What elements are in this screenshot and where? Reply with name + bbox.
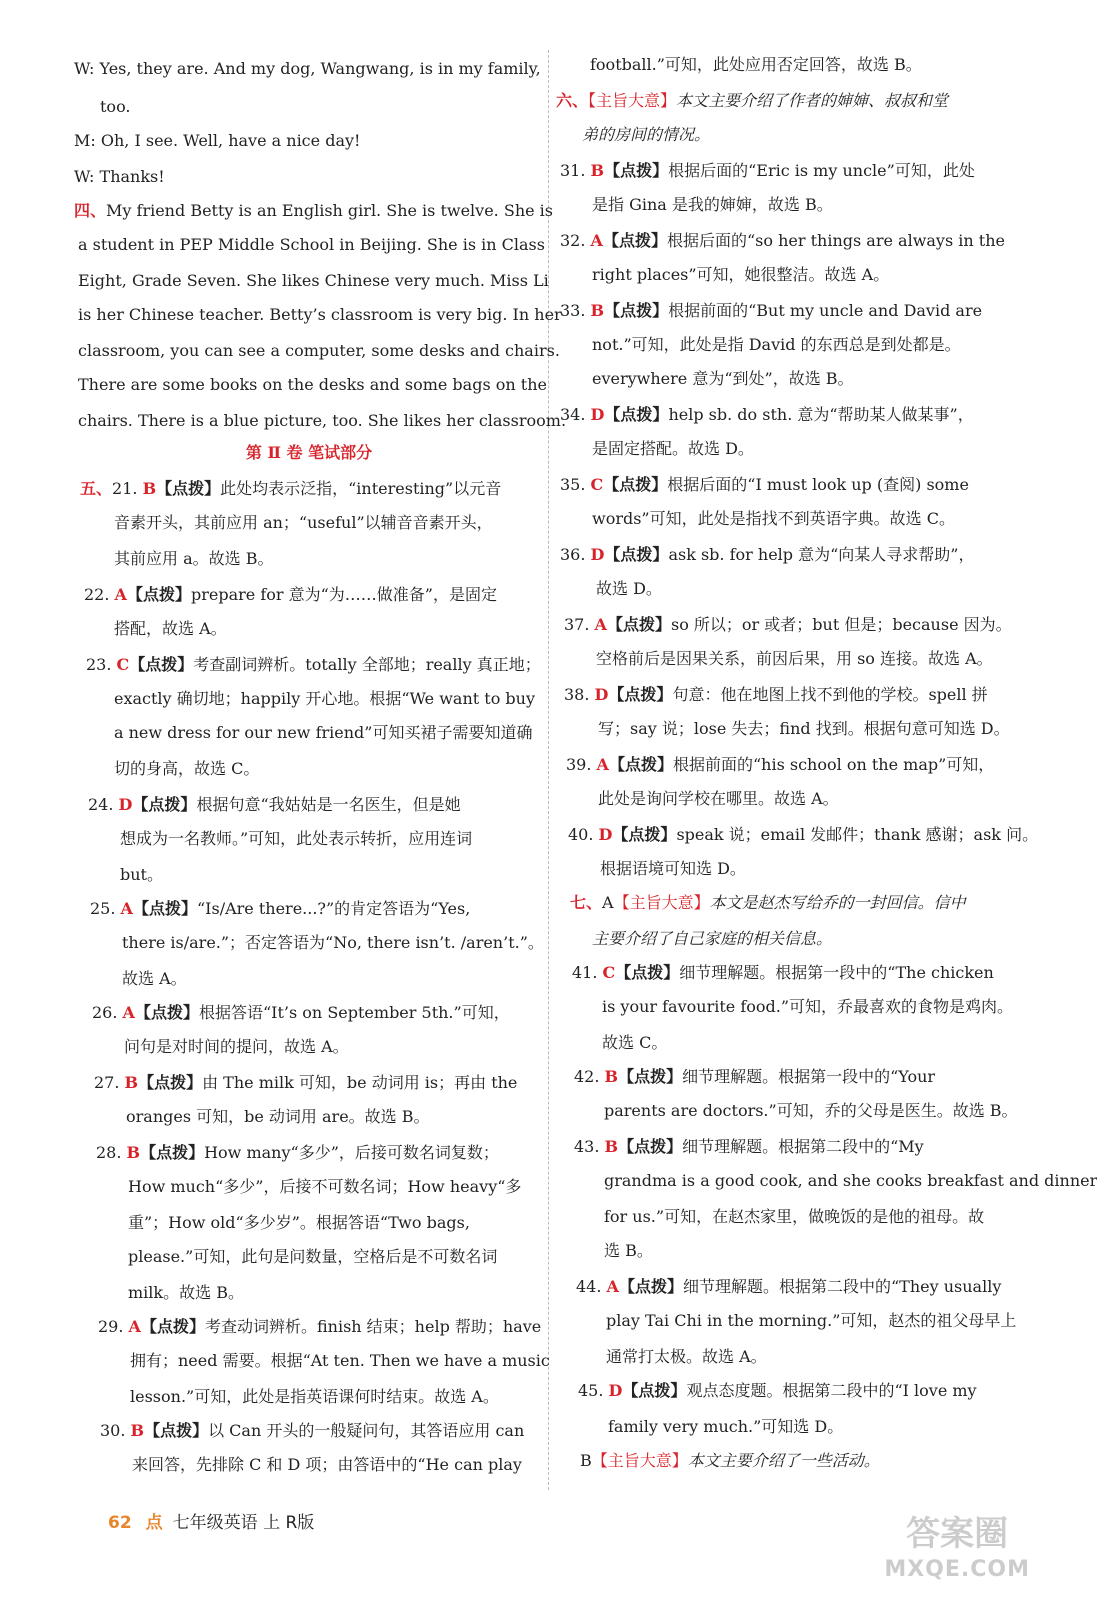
main-idea-text: 本文是赵杰写给乔的一封回信。信中 — [709, 893, 966, 912]
question-number: 31. — [560, 161, 586, 180]
column-divider — [548, 50, 550, 1490]
question-40 — [568, 824, 1038, 846]
answer-letter: A — [128, 1317, 141, 1336]
hint-tag: 【点拨】 — [604, 161, 669, 180]
hint-tag: 【点拨】 — [134, 1003, 199, 1022]
answer-letter: A — [120, 899, 133, 918]
watermark-sub: MXQE.COM — [884, 1557, 1030, 1582]
explanation-line: 来回答，先排除 C 和 D 项；由答语中的“He can play — [132, 1455, 522, 1474]
question-number: 43. — [574, 1137, 600, 1156]
question-number: 34. — [560, 405, 586, 424]
explanation-text: prepare for 意为“为……做准备”，是固定 — [190, 585, 497, 604]
question-44 — [576, 1276, 1001, 1298]
continuation-line: football.”可知，此处应用否定回答，故选 B。 — [590, 55, 922, 74]
answer-letter: A — [606, 1277, 619, 1296]
explanation-text: 由 The milk 可知，be 动词用 is；再由 the — [202, 1073, 518, 1092]
explanation-line: milk。故选 B。 — [128, 1283, 244, 1302]
question-37 — [564, 614, 1012, 636]
question-35 — [560, 474, 969, 496]
explanation-line: 写；say 说；lose 失去；find 找到。根据句意可知选 D。 — [598, 719, 1010, 738]
question-43 — [574, 1136, 924, 1158]
explanation-text: ask sb. for help 意为“向某人寻求帮助”， — [668, 545, 975, 564]
passage-line: chairs. There is a blue picture, too. She likes her classroom. — [78, 411, 567, 430]
main-idea-text: 本文主要介绍了一些活动。 — [687, 1451, 880, 1470]
question-23 — [86, 654, 541, 676]
question-31 — [560, 160, 975, 182]
question-number: 30. — [100, 1421, 126, 1440]
explanation-line: please.”可知，此句是问数量，空格后是不可数名词 — [128, 1247, 498, 1266]
question-number: 41. — [572, 963, 598, 982]
question-number: 40. — [568, 825, 594, 844]
question-26 — [92, 1002, 510, 1024]
explanation-text: help sb. do sth. 意为“帮助某人做某事”， — [668, 405, 974, 424]
watermark-main: 答案圈 — [906, 1514, 1009, 1554]
hint-tag: 【点拨】 — [618, 1277, 683, 1296]
question-39 — [566, 754, 994, 776]
dialog-line: W: Yes, they are. And my dog, Wangwang, is in my family, — [74, 59, 541, 78]
question-number: 39. — [566, 755, 592, 774]
question-number: 33. — [560, 301, 586, 320]
question-number: 32. — [560, 231, 586, 250]
question-number: 21. — [112, 479, 138, 498]
explanation-line: 搭配，故选 A。 — [114, 619, 227, 638]
section-6 — [556, 90, 948, 112]
question-41 — [572, 962, 994, 984]
explanation-line: 通常打太极。故选 A。 — [606, 1347, 767, 1366]
section-label: 七、 — [570, 893, 603, 912]
brand-logo: 点 — [145, 1513, 163, 1533]
answer-letter: D — [590, 545, 605, 564]
explanation-text: speak 说；email 发邮件；thank 感谢；ask 问。 — [676, 825, 1039, 844]
explanation-text: 细节理解题。根据第二段中的“My — [682, 1137, 924, 1156]
hint-tag: 【点拨】 — [132, 899, 197, 918]
answer-letter: A — [596, 755, 609, 774]
explanation-line: oranges 可知，be 动词用 are。故选 B。 — [126, 1107, 430, 1126]
explanation-text: 根据答语“It’s on September 5th.”可知， — [198, 1003, 510, 1022]
hint-tag: 【点拨】 — [604, 301, 669, 320]
question-number: 23. — [86, 655, 112, 674]
question-number: 36. — [560, 545, 586, 564]
dialog-line: too. — [100, 97, 131, 116]
explanation-text: 根据后面的“so her things are always in the — [666, 231, 1005, 250]
main-idea-line: 弟的房间的情况。 — [582, 125, 711, 144]
question-number: 29. — [98, 1317, 124, 1336]
answer-letter: D — [118, 795, 133, 814]
main-idea-tag: 【主旨大意】 — [613, 893, 710, 912]
question-33 — [560, 300, 982, 322]
answer-letter: A — [122, 1003, 135, 1022]
hint-tag: 【点拨】 — [612, 825, 677, 844]
answer-letter: A — [590, 231, 603, 250]
part-title: 第 Ⅱ 卷 笔试部分 — [245, 443, 373, 462]
explanation-text: 细节理解题。根据第一段中的“The chicken — [679, 963, 994, 982]
answer-letter: B — [590, 301, 605, 320]
explanation-line: 拥有；need 需要。根据“At ten. Then we have a music — [130, 1351, 550, 1370]
question-28 — [96, 1142, 499, 1164]
explanation-line: 此处是询问学校在哪里。故选 A。 — [598, 789, 839, 808]
explanation-text: 观点态度题。根据第二段中的“I love my — [686, 1381, 977, 1400]
explanation-line: grandma is a good cook, and she cooks breakfast and dinner — [604, 1171, 1097, 1190]
hint-tag: 【点拨】 — [129, 655, 194, 674]
explanation-line: 根据语境可知选 D。 — [600, 859, 746, 878]
question-45 — [578, 1380, 977, 1402]
explanation-line: everywhere 意为“到处”，故选 B。 — [592, 369, 854, 388]
answer-letter: B — [590, 161, 605, 180]
explanation-line: words”可知，此处是指找不到英语字典。故选 C。 — [592, 509, 955, 528]
question-42 — [574, 1066, 935, 1088]
question-number: 25. — [90, 899, 116, 918]
main-idea-line: 主要介绍了自己家庭的相关信息。 — [592, 929, 833, 948]
explanation-line: How much“多少”，后接不可数名词；How heavy“多 — [128, 1177, 522, 1196]
section-4 — [74, 200, 553, 222]
explanation-text: 以 Can 开头的一般疑问句，其答语应用 can — [208, 1421, 525, 1440]
explanation-text: 根据后面的“Eric is my uncle”可知，此处 — [668, 161, 975, 180]
explanation-line: 空格前后是因果关系，前因后果，用 so 连接。故选 A。 — [596, 649, 993, 668]
dialog-line: W: Thanks! — [74, 167, 165, 186]
explanation-text: How many“多少”，后接可数名词复数； — [204, 1143, 499, 1162]
hint-tag: 【点拨】 — [140, 1143, 205, 1162]
hint-tag: 【点拨】 — [138, 1073, 203, 1092]
explanation-line: a new dress for our new friend”可知买裙子需要知道确 — [114, 723, 533, 742]
passage-line: There are some books on the desks and some bags on the — [78, 375, 547, 394]
question-number: 24. — [88, 795, 114, 814]
answer-letter: C — [116, 655, 130, 674]
question-27 — [94, 1072, 517, 1094]
explanation-line: 想成为一名教师。”可知，此处表示转折，应用连词 — [120, 829, 473, 848]
explanation-line: 故选 A。 — [122, 969, 187, 988]
explanation-line: 是固定搭配。故选 D。 — [592, 439, 754, 458]
explanation-text: 根据前面的“his school on the map”可知， — [672, 755, 995, 774]
section-7 — [570, 892, 966, 914]
question-38 — [564, 684, 988, 706]
explanation-text: 句意：他在地图上找不到他的学校。spell 拼 — [672, 685, 988, 704]
watermark — [884, 1516, 1030, 1588]
question-number: 35. — [560, 475, 586, 494]
passage-line: My friend Betty is an English girl. She is twelve. She is — [106, 201, 553, 220]
main-idea-tag: 【主旨大意】 — [588, 91, 677, 110]
hint-tag: 【点拨】 — [608, 755, 673, 774]
page-footer — [108, 1508, 314, 1533]
question-number: 38. — [564, 685, 590, 704]
explanation-line: family very much.”可知选 D。 — [608, 1417, 844, 1436]
hint-tag: 【点拨】 — [156, 479, 221, 498]
answer-letter: B — [126, 1143, 141, 1162]
hint-tag: 【点拨】 — [604, 405, 669, 424]
explanation-line: for us.”可知，在赵杰家里，做晚饭的是他的祖母。故 — [604, 1207, 985, 1226]
answer-letter: C — [602, 963, 616, 982]
question-number: 28. — [96, 1143, 122, 1162]
section-label: 四、 — [74, 201, 107, 220]
hint-tag: 【点拨】 — [618, 1137, 683, 1156]
explanation-line: 故选 C。 — [602, 1033, 668, 1052]
question-21 — [80, 478, 501, 500]
explanation-text: 细节理解题。根据第二段中的“They usually — [682, 1277, 1002, 1296]
question-32 — [560, 230, 1005, 252]
dialog-line: M: Oh, I see. Well, have a nice day! — [74, 131, 361, 150]
answer-letter: D — [590, 405, 605, 424]
hint-tag: 【点拨】 — [608, 685, 673, 704]
question-30 — [100, 1420, 524, 1442]
question-24 — [88, 794, 461, 816]
question-29 — [98, 1316, 541, 1338]
explanation-line: 其前应用 a。故选 B。 — [114, 549, 274, 568]
explanation-line: not.”可知，此处是指 David 的东西总是到处都是。 — [592, 335, 961, 354]
explanation-line: exactly 确切地；happily 开心地。根据“We want to buy — [114, 689, 536, 708]
book-title: 七年级英语 上 R版 — [172, 1513, 315, 1533]
hint-tag: 【点拨】 — [126, 585, 191, 604]
question-25 — [90, 898, 470, 920]
question-number: 42. — [574, 1067, 600, 1086]
passage-line: Eight, Grade Seven. She likes Chinese very much. Miss Li — [78, 271, 549, 290]
page-number: 62 — [108, 1513, 132, 1533]
explanation-line: parents are doctors.”可知，乔的父母是医生。故选 B。 — [604, 1101, 1018, 1120]
passage-line: classroom, you can see a computer, some desks and chairs. — [78, 341, 560, 360]
explanation-line: right places”可知，她很整洁。故选 A。 — [592, 265, 890, 284]
explanation-text: 根据前面的“But my uncle and David are — [668, 301, 983, 320]
explanation-line: 故选 D。 — [596, 579, 662, 598]
main-idea-text: 本文主要介绍了作者的婶婶、叔叔和堂 — [676, 91, 949, 110]
explanation-line: is your favourite food.”可知，乔最喜欢的食物是鸡肉。 — [602, 997, 1014, 1016]
question-number: 26. — [92, 1003, 118, 1022]
section-b — [580, 1450, 880, 1472]
explanation-line: 音素开头，其前应用 an；“useful”以辅音音素开头， — [114, 513, 493, 532]
hint-tag: 【点拨】 — [132, 795, 197, 814]
passage-label: B — [580, 1451, 592, 1470]
hint-tag: 【点拨】 — [144, 1421, 209, 1440]
answer-letter: B — [130, 1421, 145, 1440]
explanation-text: 根据句意“我姑姑是一名医生，但是她 — [196, 795, 461, 814]
explanation-text: “Is/Are there...?”的肯定答语为“Yes, — [196, 899, 471, 918]
hint-tag: 【点拨】 — [603, 475, 668, 494]
hint-tag: 【点拨】 — [606, 615, 671, 634]
answer-letter: B — [604, 1137, 619, 1156]
passage-line: is her Chinese teacher. Betty’s classroom is very big. In her — [78, 305, 562, 324]
explanation-text: 考查动词辨析。finish 结束；help 帮助；have — [204, 1317, 542, 1336]
hint-tag: 【点拨】 — [622, 1381, 687, 1400]
passage-label: A — [602, 893, 614, 912]
explanation-line: 选 B。 — [604, 1241, 653, 1260]
answer-letter: C — [590, 475, 604, 494]
hint-tag: 【点拨】 — [140, 1317, 205, 1336]
main-idea-tag: 【主旨大意】 — [591, 1451, 688, 1470]
explanation-line: 是指 Gina 是我的婶婶，故选 B。 — [592, 195, 833, 214]
section-label: 六、 — [556, 91, 589, 110]
question-number: 22. — [84, 585, 110, 604]
explanation-line: play Tai Chi in the morning.”可知，赵杰的祖父母早上 — [606, 1311, 1017, 1330]
question-34 — [560, 404, 974, 426]
hint-tag: 【点拨】 — [604, 545, 669, 564]
answer-letter: B — [124, 1073, 139, 1092]
explanation-line: 问句是对时间的提问，故选 A。 — [124, 1037, 349, 1056]
explanation-line: 重”；How old“多少岁”。根据答语“Two bags, — [128, 1213, 470, 1232]
answer-letter: D — [598, 825, 613, 844]
question-number: 44. — [576, 1277, 602, 1296]
explanation-line: 切的身高，故选 C。 — [114, 759, 260, 778]
explanation-line: lesson.”可知，此处是指英语课何时结束。故选 A。 — [130, 1387, 499, 1406]
explanation-text: 细节理解题。根据第一段中的“Your — [682, 1067, 936, 1086]
question-number: 45. — [578, 1381, 604, 1400]
hint-tag: 【点拨】 — [615, 963, 680, 982]
explanation-text: 根据后面的“I must look up (查阅) some — [667, 475, 969, 494]
passage-line: a student in PEP Middle School in Beijing. She is in Class — [78, 235, 545, 254]
answer-letter: B — [142, 479, 157, 498]
answer-letter: A — [594, 615, 607, 634]
explanation-line: but。 — [120, 865, 163, 884]
section-label: 五、 — [80, 479, 113, 498]
explanation-line: there is/are.”；否定答语为“No, there isn’t. /aren’t.”。 — [122, 933, 544, 952]
explanation-text: 此处均表示泛指，“interesting”以元音 — [220, 479, 502, 498]
question-number: 27. — [94, 1073, 120, 1092]
explanation-text: 考查副词辨析。totally 全部地；really 真正地； — [193, 655, 541, 674]
answer-letter: A — [114, 585, 127, 604]
hint-tag: 【点拨】 — [602, 231, 667, 250]
answer-letter: D — [608, 1381, 623, 1400]
question-36 — [560, 544, 974, 566]
hint-tag: 【点拨】 — [618, 1067, 683, 1086]
explanation-text: so 所以；or 或者；but 但是；because 因为。 — [670, 615, 1012, 634]
question-22 — [84, 584, 497, 606]
answer-letter: B — [604, 1067, 619, 1086]
question-number: 37. — [564, 615, 590, 634]
answer-letter: D — [594, 685, 609, 704]
